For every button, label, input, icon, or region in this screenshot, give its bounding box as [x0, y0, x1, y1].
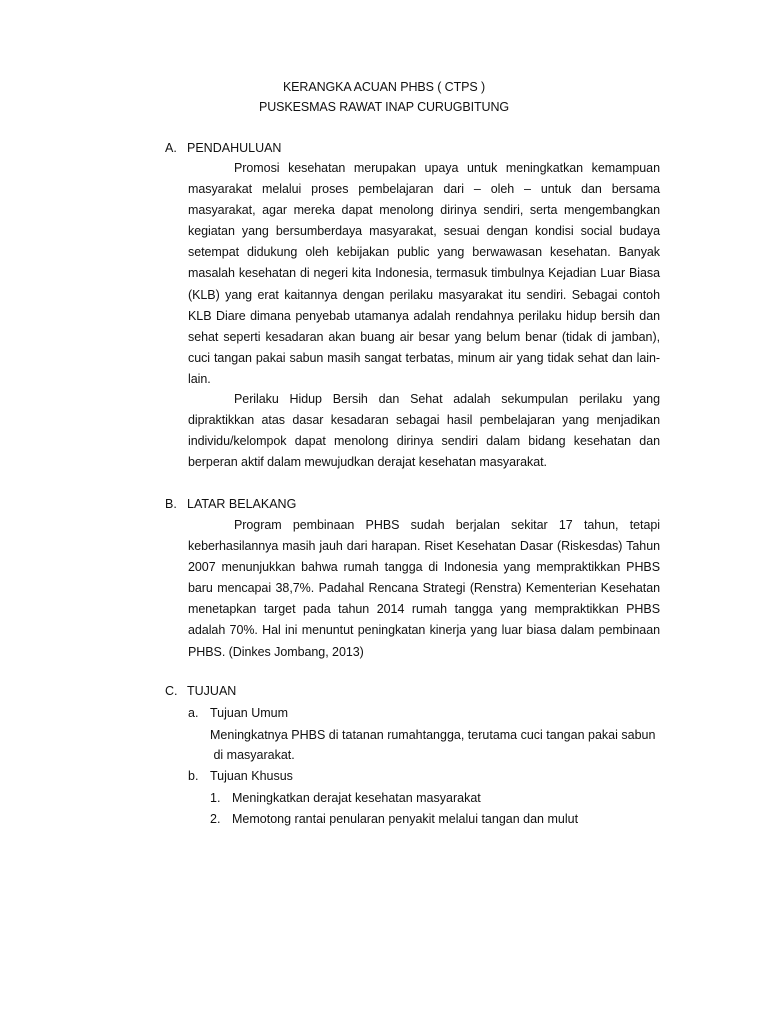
- section-title: LATAR BELAKANG: [187, 497, 297, 511]
- list-marker: 1.: [210, 791, 221, 805]
- list-label: Tujuan Khusus: [210, 769, 293, 783]
- tujuan-khusus-point-2: [210, 812, 578, 826]
- section-letter: A.: [165, 141, 177, 155]
- tujuan-khusus-item: [188, 769, 293, 783]
- list-text: Meningkatkan derajat kesehatan masyarakat: [232, 791, 481, 805]
- tujuan-umum-item: [188, 706, 288, 720]
- paragraph-pendahuluan-1: Promosi kesehatan merupakan upaya untuk meningkatkan kemampuan masyarakat melalui proses pembelajaran dari – oleh – untuk dan bersama masyarakat, agar mereka dapat menolong dirinya sendiri, serta mengembangkan kegiatan yang bersumberdaya masyarakat, sesuai dengan kondisi social budaya setempat didukung oleh kebijakan public yang berwawasan kesehatan. Banyak masalah kesehatan di negeri kita Indonesia, termasuk timbulnya Kejadian Luar Biasa (KLB) yang erat kaitannya dengan perilaku masyarakat itu sendiri. Sebagai contoh KLB Diare dimana penyebab utamanya adalah rendahnya perilaku hidup bersih dan sehat seperti kesadaran akan buang air besar yang belum benar (tidak di jamban), cuci tangan pakai sabun masih sangat terbatas, minum air yang tidak sehat dan lain-lain.: [188, 161, 660, 386]
- section-title: TUJUAN: [187, 684, 237, 698]
- list-marker: 2.: [210, 812, 221, 826]
- list-label: Tujuan Umum: [210, 706, 289, 720]
- section-letter: B.: [165, 497, 177, 511]
- section-letter: C.: [165, 684, 178, 698]
- tujuan-khusus-point-1: [210, 791, 481, 805]
- list-marker: b.: [188, 769, 199, 783]
- section-title: PENDAHULUAN: [187, 141, 282, 155]
- paragraph-latar-belakang: Program pembinaan PHBS sudah berjalan sekitar 17 tahun, tetapi keberhasilannya masih jauh dari harapan. Riset Kesehatan Dasar (Riskesdas) Tahun 2007 menunjukkan bahwa rumah tangga di Indonesia yang mempraktikkan PHBS baru mencapai 38,7%. Padahal Rencana Strategi (Renstra) Kementerian Kesehatan menetapkan target pada tahun 2014 rumah tangga yang mempraktikkan PHBS adalah 70%. Hal ini menuntut peningkatan kinerja yang luar biasa dalam pembinaan PHBS. (Dinkes Jombang, 2013): [188, 518, 660, 659]
- section-heading-tujuan: [165, 684, 236, 698]
- list-text: Memotong rantai penularan penyakit melalui tangan dan mulut: [232, 812, 579, 826]
- document-subtitle: PUSKESMAS RAWAT INAP CURUGBITUNG: [258, 100, 510, 114]
- paragraph-pendahuluan-2: Perilaku Hidup Bersih dan Sehat adalah sekumpulan perilaku yang dipraktikkan atas dasar kesadaran sebagai hasil pembelajaran yang menjadikan individu/kelompok dapat menolong dirinya sendiri dalam bidang kesehatan dan berperan aktif dalam mewujudkan derajat kesehatan masyarakat.: [188, 392, 660, 470]
- tujuan-umum-text-line2: di masyarakat.: [210, 748, 295, 762]
- list-marker: a.: [188, 706, 199, 720]
- section-heading-pendahuluan: [165, 141, 281, 155]
- tujuan-umum-text-line1: Meningkatnya PHBS di tatanan rumahtangga, terutama cuci tangan pakai sabun: [210, 728, 656, 742]
- document-title: KERANGKA ACUAN PHBS ( CTPS ): [282, 80, 486, 94]
- section-heading-latar-belakang: [165, 497, 296, 511]
